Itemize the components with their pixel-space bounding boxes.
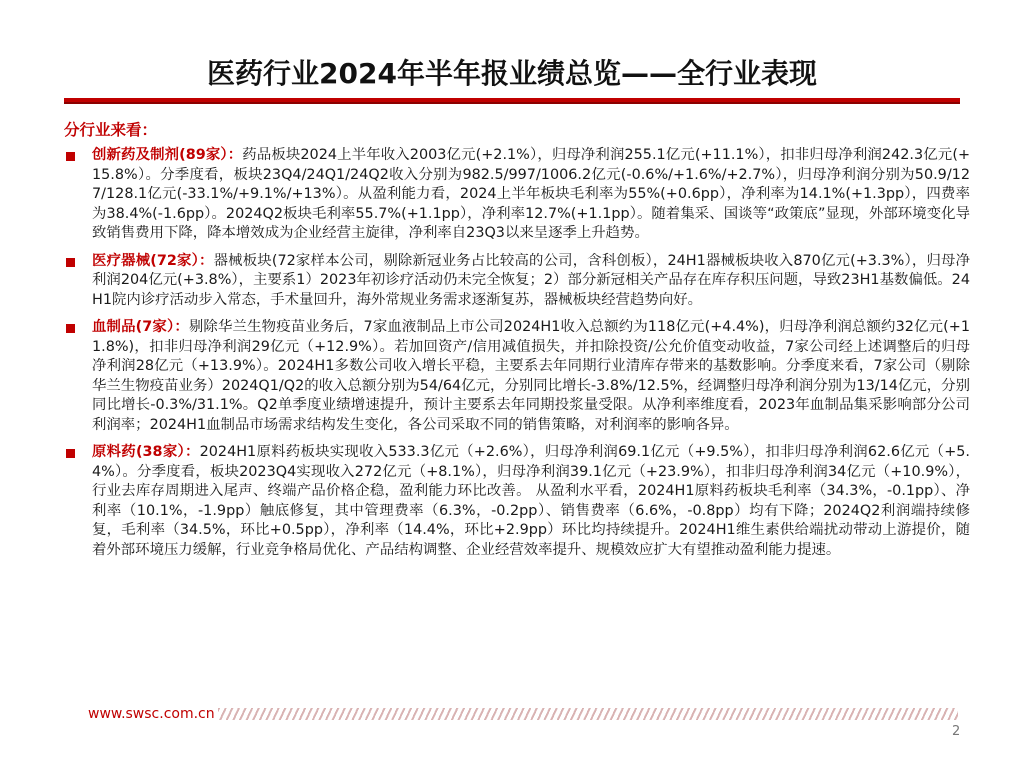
footer-stripe — [218, 708, 958, 720]
item-lead: 医疗器械(72家）： — [92, 252, 214, 269]
page-number: 2 — [952, 724, 961, 739]
page-title: 医药行业2024年半年报业绩总览——全行业表现 — [207, 57, 817, 90]
item-text: 器械板块(72家样本公司，剔除新冠业务占比较高的公司，含科创板），24H1器械板块收入870亿元(+3.3%），归母净利润204亿元(+3.8%），主要系1）2023年初诊疗活动仍未完全恢复；2）部分新冠相关产品存在库存积压问题，导致23H1基数偏低。24H1院内诊疗活动步入常态，手术量回升，海外常规业务需求逐渐复苏，器械板块经营趋势向好。 — [92, 252, 970, 308]
item-lead: 创新药及制剂(89家）： — [92, 147, 243, 163]
item-lead: 原料药(38家）： — [92, 444, 200, 460]
square-bullet-icon — [66, 324, 75, 333]
bullet-item-blood-products — [64, 318, 970, 435]
bullet-item-innovative-drugs — [64, 146, 970, 244]
square-bullet-icon — [66, 449, 75, 458]
item-text: 剔除华兰生物疫苗业务后，7家血液制品上市公司2024H1收入总额约为118亿元(+4.4%)，归母净利润总额约32亿元(+11.8%)，扣非归母净利润29亿元（+12.9%）。若加回资产/信用减值损失，并扣除投资/公允价值变动收益，7家公司经上述调整后的归母净利润28亿元（+13.9%）。2024H1多数公司收入增长平稳，主要系去年同期行业清库存带来的基数影响。分季度来看，7家公司（剔除华兰生物疫苗业务）2024Q1/Q2的收入总额分别为54/64亿元，分别同比增长-3.8%/12.5%，经调整归母净利润分别为13/14亿元，分别同比增长-0.3%/31.1%。Q2单季度业绩增速提升，预计主要系去年同期投浆量受限。从净利率维度看，2023年血制品集采影响部分公司利润率；2024H1血制品市场需求结构发生变化，各公司采取不同的销售策略，对利润率的影响各异。 — [92, 319, 970, 433]
bullet-item-api — [64, 443, 970, 560]
item-text: 2024H1原料药板块实现收入533.3亿元（+2.6%），归母净利润69.1亿元（+9.5%），扣非归母净利润62.6亿元（+5.4%）。分季度看，板块2023Q4实现收入272亿元（+8.1%），归母净利润39.1亿元（+23.9%），扣非归母净利润34亿元（+10.9%），行业去库存周期进入尾声、终端产品价格企稳，盈利能力环比改善。 从盈利水平看，2024H1原料药板块毛利率（34.3%，-0.1pp）、净利率（10.1%，-1.9pp）触底修复，其中管理费率（6.3%，-0.2pp）、销售费率（6.6%，-0.8pp）均有下降；2024Q2利润端持续修复，毛利率（34.5%，环比+0.5pp），净利率（14.4%，环比+2.9pp）环比均持续提升。2024H1维生素供给端扰动带动上游提价，随着外部环境压力缓解，行业竞争格局优化、产品结构调整、企业经营效率提升、规模效应扩大有望推动盈利能力提速。 — [92, 444, 970, 558]
section-label: 分行业来看： — [64, 121, 158, 139]
square-bullet-icon — [66, 152, 75, 161]
square-bullet-icon — [66, 258, 75, 267]
bullet-item-medical-devices — [64, 252, 970, 311]
content-area — [64, 146, 970, 568]
item-lead: 血制品(7家）： — [92, 319, 189, 335]
footer-logo[interactable]: www.swsc.com.cn — [88, 706, 215, 722]
item-text: 药品板块2024上半年收入2003亿元(+2.1%），归母净利润255.1亿元(+11.1%），扣非归母净利润242.3亿元(+15.8%）。分季度看，板块23Q4/24Q1/24Q2收入分别为982.5/997/1006.2亿元(-0.6%/+1.6%/+2.7%），归母净利润分别为50.9/127/128.1亿元(-33.1%/+9.1%/+13%）。从盈利能力看，2024上半年板块毛利率为55%(+0.6pp），净利率为14.1%(+1.3pp），四费率为38.4%(-1.6pp）。2024Q2板块毛利率55.7%(+1.1pp），净利率12.7%(+1.1pp）。随着集采、国谈等“政策底”显现，外部环境变化导致销售费用下降，降本增效成为企业经营主旋律，净利率自23Q3以来呈逐季上升趋势。 — [92, 147, 970, 241]
title-underline — [64, 98, 960, 104]
